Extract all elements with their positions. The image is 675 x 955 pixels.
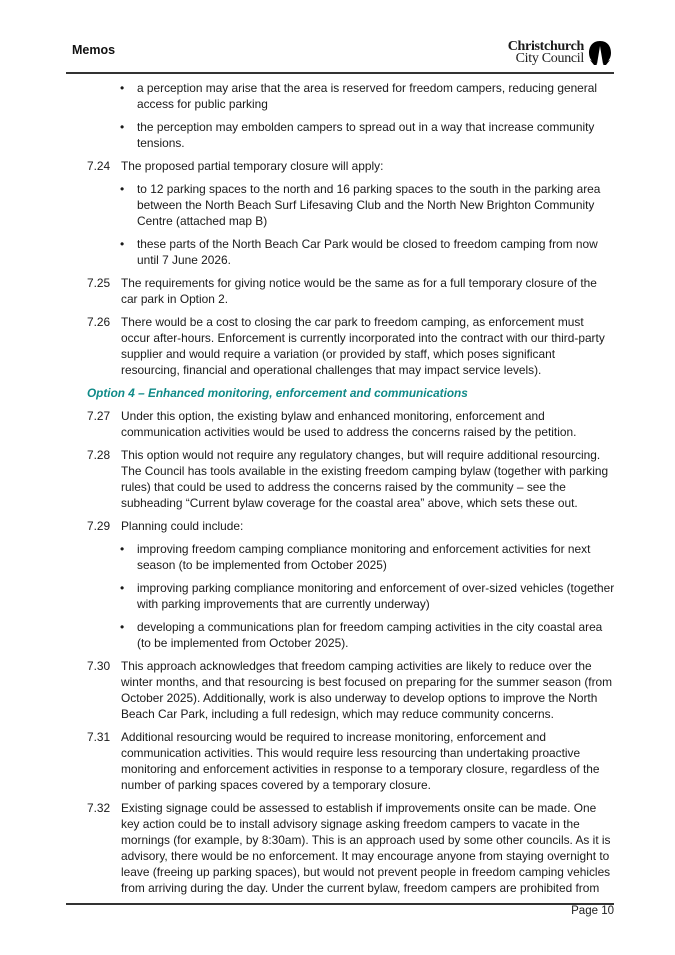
bullet-icon: •	[120, 581, 125, 595]
cathedral-logo-icon	[588, 40, 612, 66]
paragraph-7-29: 7.29 Planning could include:	[87, 519, 244, 533]
bullet-icon: •	[120, 182, 125, 196]
bullet-icon: •	[120, 542, 125, 556]
bullet-item: • improving freedom camping compliance monitoring and enforcement activities for next season (to be implemented from October 2025)	[120, 542, 591, 572]
paragraph-7-24: 7.24 The proposed partial temporary closure will apply:	[87, 159, 384, 173]
logo-line-1: Christchurch	[507, 39, 584, 54]
bullet-item: • to 12 parking spaces to the north and 16 parking spaces to the south in the parking area between the North Beach Surf Lifesaving Club and the North New Brighton Community Centre (attached map B)	[120, 182, 601, 228]
paragraph-7-25: 7.25 The requirements for giving notice would be the same as for a full temporary closure of the car park in Option 2.	[87, 276, 597, 306]
bullet-icon: •	[120, 120, 125, 134]
page-number: Page 10	[571, 905, 614, 917]
paragraph-7-27: 7.27 Under this option, the existing bylaw and enhanced monitoring, enforcement and communication activities would be used to address the concerns raised by the petition.	[87, 409, 577, 439]
paragraph-7-32: 7.32 Existing signage could be assessed to establish if improvements onsite can be made. One key action could be to install advisory signage asking freedom campers to vacate in the mornings (for example, by 8:30am). This is an approach used by some other councils. As it is advisory, there would be no enforcement. It may encourage anyone from staying overnight to leave (freeing up parking spaces), but would not prevent people in freedom camping vehicles from arriving during the day. Under the current bylaw, freedom campers are prohibited from	[87, 801, 611, 895]
bullet-item: • developing a communications plan for freedom camping activities in the city coastal area (to be implemented from October 2025).	[120, 620, 603, 650]
council-logo	[508, 40, 612, 66]
header-divider	[66, 72, 614, 74]
bullet-item: • a perception may arise that the area is reserved for freedom campers, reducing general access for public parking	[120, 81, 598, 111]
memo-body	[87, 80, 615, 896]
bullet-item: • the perception may embolden campers to spread out in a way that increase community tensions.	[120, 120, 595, 150]
paragraph-7-30: 7.30 This approach acknowledges that freedom camping activities are likely to reduce over the winter months, and that resourcing is best focused on preparing for the summer season (from October 2025). Additionally, work is also underway to develop options to improve the North Beach Car Park, including a full redesign, which may reduce community concerns.	[87, 659, 613, 721]
bullet-icon: •	[120, 237, 125, 251]
bullet-icon: •	[120, 81, 125, 95]
paragraph-7-28: 7.28 This option would not require any regulatory changes, but will require additional resourcing. The Council has tools available in the existing freedom camping bylaw (together with parking rules) that could be used to address the concerns raised by the community – see the subheading “Current bylaw coverage for the coastal area” above, which sets these out.	[87, 448, 609, 510]
paragraph-7-26: 7.26 There would be a cost to closing the car park to freedom camping, as enforcement must occur after-hours. Enforcement is currently incorporated into the contract with our third-party supplier and would require a variation (or provided by staff, which poses significant resourcing, financial and operational challenges that may impact service levels).	[87, 315, 605, 377]
logo-line-2: City Council	[515, 51, 584, 66]
page-header	[66, 36, 614, 72]
footer-divider	[66, 903, 614, 905]
bullet-item: • improving parking compliance monitoring and enforcement of over-sized vehicles (together with parking improvements that are currently underway)	[120, 581, 615, 611]
bullet-item: • these parts of the North Beach Car Park would be closed to freedom camping from now until 7 June 2026.	[120, 237, 598, 267]
header-title: Memos	[72, 43, 116, 57]
bullet-icon: •	[120, 620, 125, 634]
paragraph-7-31: 7.31 Additional resourcing would be required to increase monitoring, enforcement and communication activities. This would require less resourcing than undertaking proactive monitoring and enforcement activities in response to a temporary closure, regardless of the number of parking spaces covered by a temporary closure.	[87, 730, 600, 792]
section-subheading: Option 4 – Enhanced monitoring, enforcement and communications	[87, 386, 468, 400]
